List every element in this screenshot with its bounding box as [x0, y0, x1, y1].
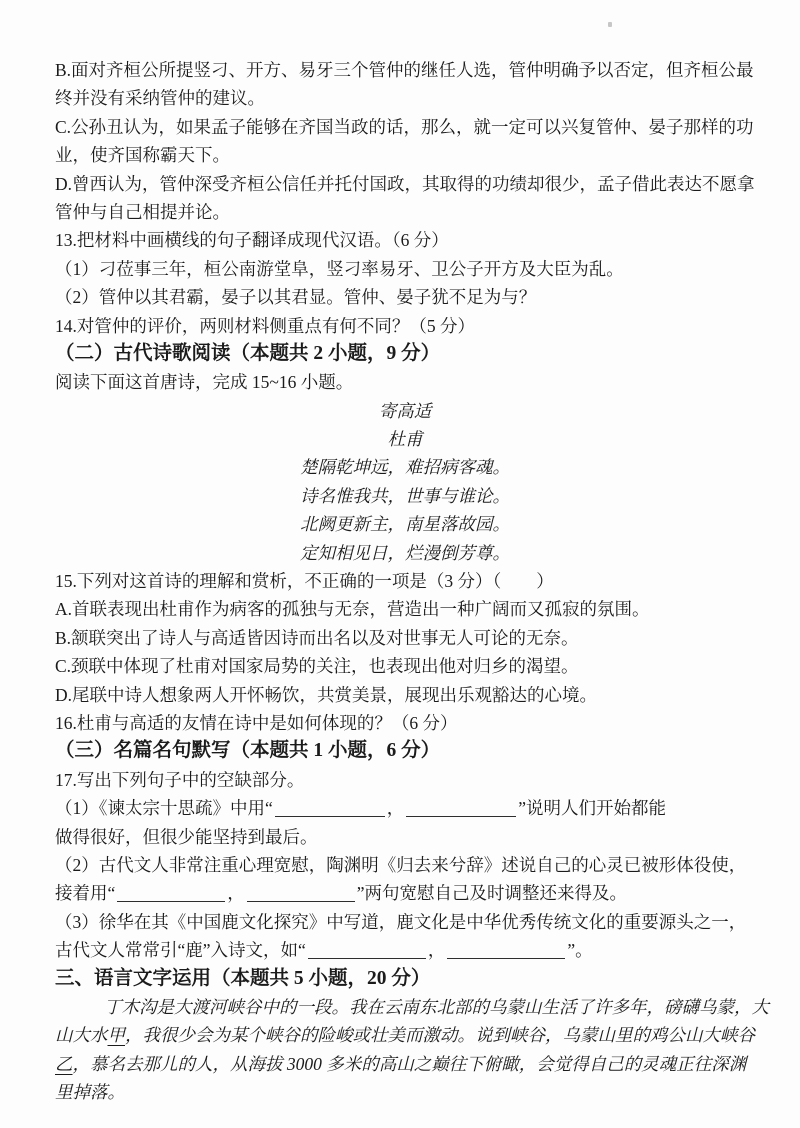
text-segment: 丁木沟是大渡河峡谷中的一段。我在云南东北部的乌蒙山生活了许多年，磅礴乌蒙，大: [104, 996, 769, 1017]
text-segment: （3）徐华在其《中国鹿文化探究》中写道，鹿文化是中华优秀传统文化的重要源头之一，: [55, 911, 747, 932]
text-segment: 寄高适: [378, 400, 432, 421]
text-segment: 业，使齐国称霸天下。: [55, 145, 230, 166]
option-line: [55, 113, 755, 141]
poem-author: [55, 425, 755, 453]
text-segment: ”说明人们开始都能: [518, 798, 667, 819]
answer-blank: [308, 940, 426, 959]
underlined-char: 甲: [107, 1025, 125, 1046]
text-segment: 16.杜甫与高适的友情在诗中是如何体现的？（6 分）: [55, 712, 458, 733]
text-segment: ，慕名去那儿的人，从海拔 3000 多米的高山之巅往下俯瞰，会觉得自己的灵魂正往深渊: [72, 1053, 747, 1074]
option-line: [55, 170, 755, 198]
text-segment: 管仲与自己相提并论。: [55, 201, 230, 222]
text-segment: B.颔联突出了诗人与高适皆因诗而出名以及对世事无人可论的无奈。: [55, 627, 579, 648]
text-segment: ，: [227, 883, 245, 904]
text-segment: 15.下列对这首诗的理解和赏析，不正确的一项是（3 分）（ ）: [55, 571, 554, 592]
text-segment: B.面对齐桓公所提竖刁、开方、易牙三个管仲的继任人选，管仲明确予以否定，但齐桓公最: [55, 60, 754, 80]
text-segment: 杜甫: [387, 429, 423, 450]
poem-line: [55, 453, 755, 481]
question-line: [55, 226, 755, 254]
text-segment: （二）古代诗歌阅读（本题共 2 小题，9 分）: [55, 342, 441, 364]
paragraph-line: [55, 1021, 755, 1049]
paragraph-line: [55, 1050, 755, 1078]
paragraph-line: [55, 993, 769, 1021]
text-segment: （1）《谏太宗十思疏》中用“: [55, 798, 273, 819]
text-segment: 13.把材料中画横线的句子翻译成现代汉语。（6 分）: [55, 230, 449, 251]
text-segment: 阅读下面这首唐诗，完成 15~16 小题。: [55, 372, 354, 393]
underlined-char: 乙: [55, 1053, 73, 1074]
text-line: [55, 84, 755, 112]
text-segment: A.首联表现出杜甫作为病客的孤独与无奈，营造出一种广阔而又孤寂的氛围。: [55, 599, 650, 620]
section-heading: [55, 340, 755, 368]
text-line: [55, 283, 755, 311]
text-segment: （2）古代文人非常注重心理宽慰，陶渊明《归去来兮辞》述说自己的心灵已被形体役使，: [55, 854, 747, 875]
scan-speck: [608, 22, 612, 27]
text-segment: 楚隔乾坤远，难招病客魂。: [300, 457, 510, 478]
option-line: [55, 624, 755, 652]
text-line: [55, 368, 755, 396]
text-segment: C.颈联中体现了杜甫对国家局势的关注，也表现出他对归乡的渴望。: [55, 656, 579, 677]
text-segment: ，: [427, 940, 446, 961]
poem-line: [55, 482, 755, 510]
text-segment: 古代文人常常引“鹿”入诗文，如“: [55, 940, 306, 961]
answer-blank: [447, 940, 565, 959]
text-segment: C.公孙丑认为，如果孟子能够在齐国当政的话，那么，就一定可以兴复管仲、晏子那样的功: [55, 116, 754, 137]
text-line: [55, 255, 755, 283]
text-segment: ，: [386, 798, 405, 819]
option-line: [55, 56, 755, 84]
text-line: [55, 851, 755, 879]
question-line: [55, 567, 755, 595]
poem-title: [55, 397, 755, 425]
poem-line: [55, 510, 755, 538]
text-segment: （2）管仲以其君霸，晏子以其君显。管仲、晏子犹不足为与？: [55, 287, 537, 308]
option-line: [55, 652, 755, 680]
text-segment: D.曾西认为，管仲深受齐桓公信任并托付国政，其取得的功绩却很少，孟子借此表达不愿拿: [55, 173, 755, 194]
text-line: [55, 879, 755, 907]
text-line: [55, 823, 755, 851]
text-segment: ”两句宽慰自己及时调整还来得及。: [356, 883, 628, 904]
text-line: [55, 794, 755, 822]
option-line: [55, 681, 755, 709]
text-segment: 北阙更新主，南星落故园。: [300, 514, 510, 535]
answer-blank: [406, 798, 516, 817]
text-segment: ”。: [567, 940, 593, 961]
answer-blank: [117, 883, 225, 902]
text-segment: 终并没有采纳管仲的建议。: [55, 88, 265, 109]
text-segment: 接着用“: [55, 883, 116, 904]
text-line: [55, 908, 755, 936]
text-segment: （1）刁莅事三年，桓公南游堂阜，竖刁率易牙、卫公子开方及大臣为乱。: [55, 258, 624, 279]
text-segment: D.尾联中诗人想象两人开怀畅饮，共赏美景，展现出乐观豁达的心境。: [55, 684, 598, 705]
text-segment: 山大水: [55, 1025, 108, 1046]
answer-blank: [275, 798, 385, 817]
section-heading: [55, 965, 755, 993]
text-line: [55, 198, 755, 226]
text-segment: 17.写出下列句子中的空缺部分。: [55, 769, 305, 790]
text-line: [55, 936, 755, 964]
text-segment: （三）名篇名句默写（本题共 1 小题，6 分）: [55, 740, 441, 762]
paragraph-line: [55, 1078, 755, 1106]
section-heading: [55, 737, 755, 765]
question-line: [55, 709, 755, 737]
text-segment: ，我很少会为某个峡谷的险峻或壮美而激动。说到峡谷，乌蒙山里的鸡公山大峡谷: [125, 1025, 755, 1046]
option-line: [55, 595, 755, 623]
question-line: [55, 312, 755, 340]
text-segment: 14.对管仲的评价，两则材料侧重点有何不同？（5 分）: [55, 315, 475, 336]
text-segment: 诗名惟我共，世事与谁论。: [300, 485, 510, 506]
answer-blank: [247, 883, 355, 902]
text-segment: 定知相见日，烂漫倒芳尊。: [300, 542, 510, 563]
question-line: [55, 766, 755, 794]
text-segment: 三、语言文字运用（本题共 5 小题，20 分）: [55, 967, 431, 989]
text-line: [55, 141, 755, 169]
text-segment: 做得很好，但很少能坚持到最后。: [55, 826, 318, 847]
text-segment: 里掉落。: [55, 1082, 125, 1103]
poem-line: [55, 539, 755, 567]
document-body: [55, 56, 769, 1106]
